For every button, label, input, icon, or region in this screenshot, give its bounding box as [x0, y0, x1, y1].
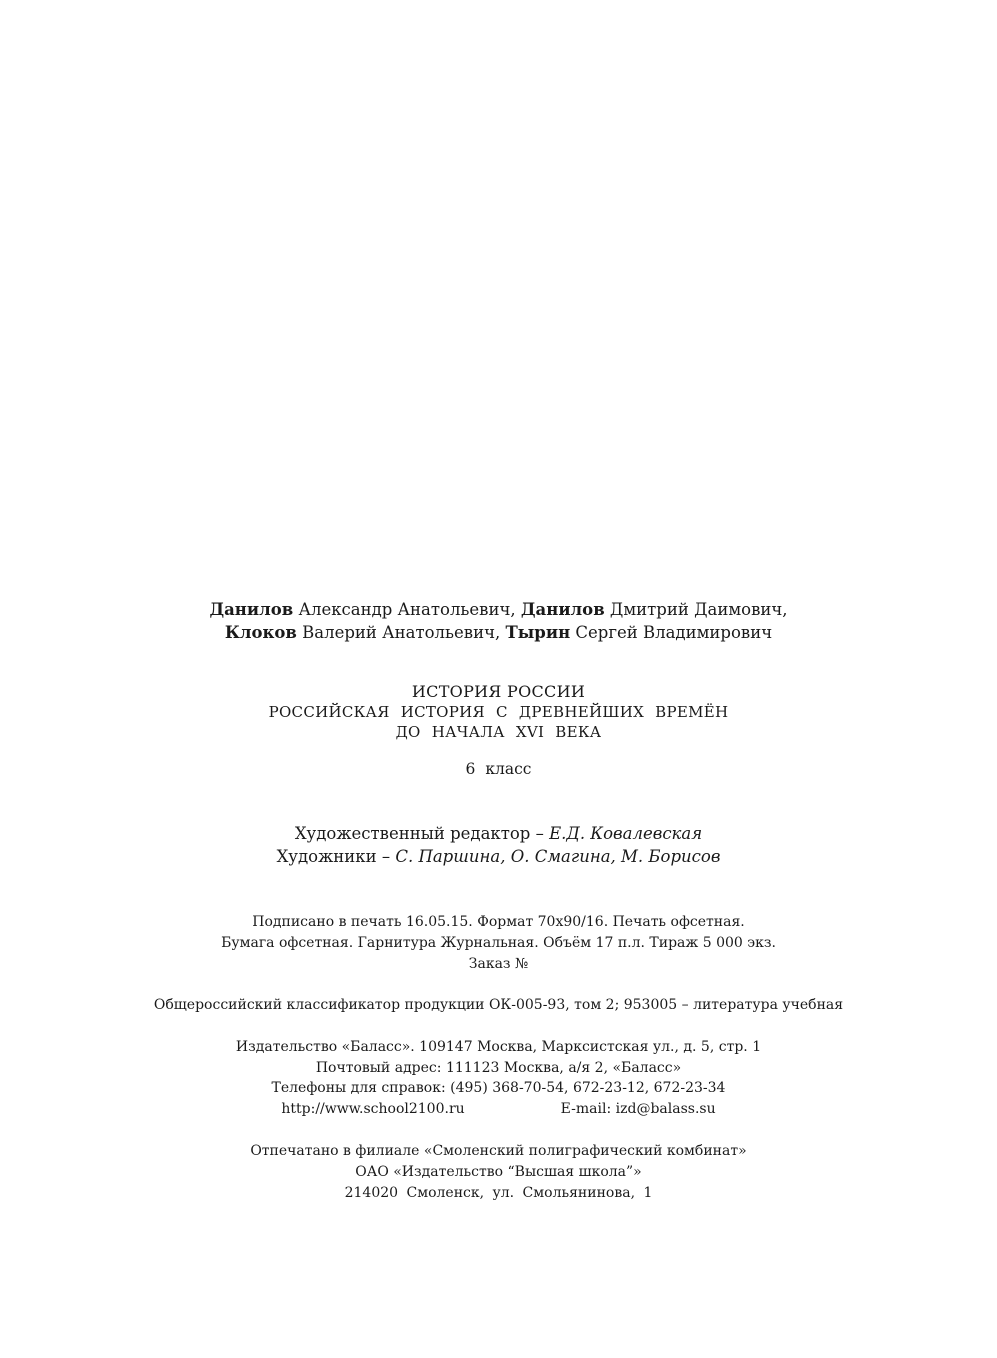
- book-subtitle-line-2: ДО НАЧАЛА XVI ВЕКА: [395, 723, 602, 741]
- author-surname: Данилов: [209, 600, 294, 619]
- printer-address: 214020 Смоленск, ул. Смольянинова, 1: [344, 1185, 653, 1201]
- postal-address: Почтовый адрес: 111123 Москва, а/я 2, «Баласс»: [315, 1059, 682, 1076]
- printer-line-1: Отпечатано в филиале «Смоленский полиграфический комбинат»: [250, 1143, 747, 1159]
- credits-block: [0, 822, 997, 868]
- author-name: Валерий Анатольевич,: [296, 623, 506, 642]
- print-info-line-2: Бумага офсетная. Гарнитура Журнальная. Объём 17 п.л. Тираж 5 000 экз.: [221, 935, 776, 951]
- author-name: Александр Анатольевич,: [293, 600, 521, 619]
- art-editor-line: [0, 822, 997, 845]
- authors-line-1: [0, 598, 997, 621]
- email-address[interactable]: E-mail: izd@balass.su: [560, 1100, 716, 1117]
- book-title-block: [0, 682, 997, 742]
- author-surname: Данилов: [520, 600, 605, 619]
- contacts-row: [0, 1099, 997, 1120]
- authors-block: [0, 598, 997, 644]
- authors-line-2: [0, 621, 997, 644]
- artists-line: [0, 845, 997, 868]
- author-surname: Тырин: [505, 623, 571, 642]
- product-classifier: Общероссийский классификатор продукции ОК-005-93, том 2; 953005 – литература учебная: [153, 997, 844, 1013]
- book-title: ИСТОРИЯ РОССИИ: [411, 682, 586, 701]
- printer-block: [0, 1141, 997, 1204]
- print-info-block: [0, 912, 997, 975]
- author-name: Сергей Владимирович: [570, 623, 773, 642]
- author-name: Дмитрий Даимович,: [604, 600, 788, 619]
- phone-numbers: Телефоны для справок: (495) 368-70-54, 672-23-12, 672-23-34: [271, 1080, 726, 1096]
- book-subtitle-line-1: РОССИЙСКАЯ ИСТОРИЯ С ДРЕВНЕЙШИХ ВРЕМЁН: [268, 703, 729, 721]
- publisher-block: [0, 1037, 997, 1119]
- artists-label: Художники –: [276, 847, 396, 866]
- author-surname: Клоков: [224, 623, 297, 642]
- printer-line-2: ОАО «Издательство “Высшая школа”»: [355, 1164, 642, 1180]
- order-number: Заказ №: [468, 956, 529, 972]
- art-editor-label: Художественный редактор –: [294, 824, 550, 843]
- publisher-address: Издательство «Баласс». 109147 Москва, Марксистская ул., д. 5, стр. 1: [235, 1039, 762, 1055]
- grade-label: 6 класс: [465, 760, 532, 778]
- print-info-line-1: Подписано в печать 16.05.15. Формат 70х90/16. Печать офсетная.: [252, 914, 745, 930]
- artists-names: С. Паршина, О. Смагина, М. Борисов: [395, 847, 721, 866]
- website-link[interactable]: http://www.school2100.ru: [281, 1100, 465, 1117]
- art-editor-name: Е.Д. Ковалевская: [549, 824, 703, 843]
